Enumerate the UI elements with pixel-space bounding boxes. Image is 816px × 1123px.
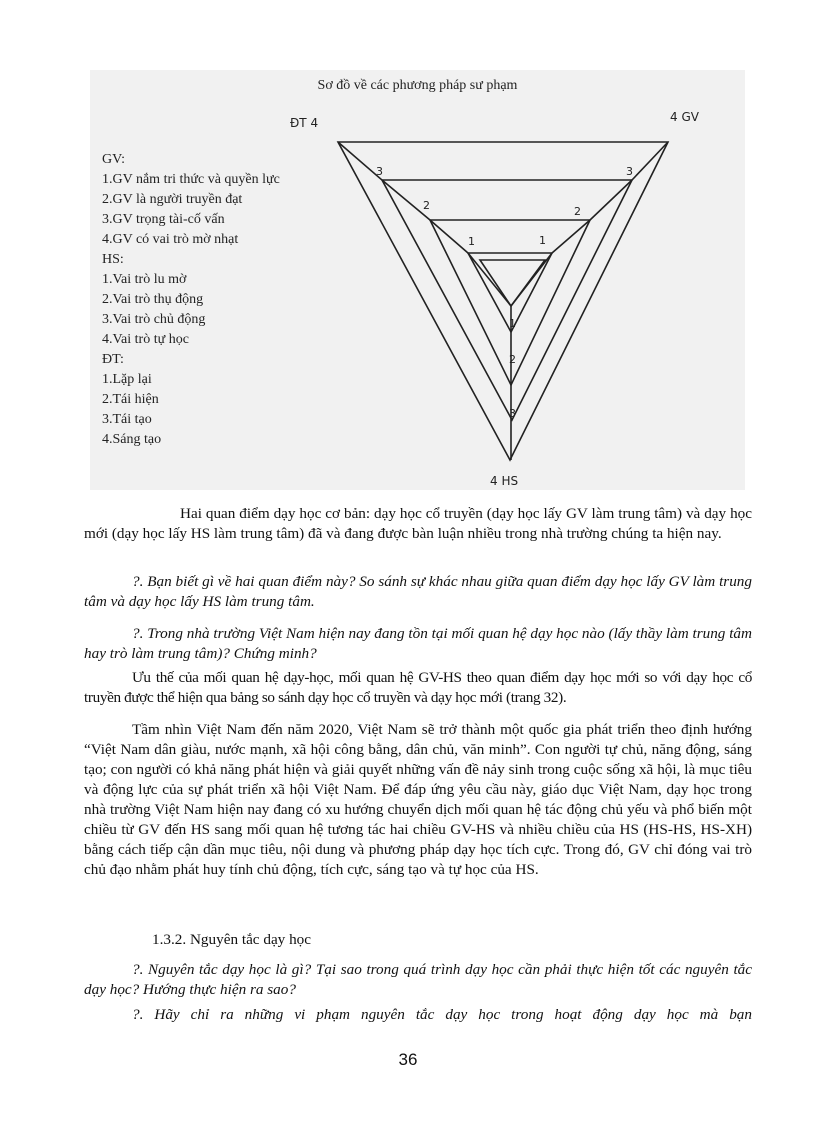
level-label: 2	[423, 199, 430, 212]
connector-line	[468, 253, 511, 306]
legend-line: 1.Lặp lại	[102, 372, 152, 387]
legend-line: 3.GV trọng tài-cố vấn	[102, 212, 225, 227]
question-vietnam-relationship: ?. Trong nhà trường Việt Nam hiện nay đang tồn tại mối quan hệ dạy học nào (lấy thầy làm trung tâm hay trò làm trung tâm)? Chứng minh?	[84, 625, 752, 662]
level-label: 2	[509, 353, 516, 366]
legend-line: HS:	[102, 252, 124, 267]
legend-line: 2.Tái hiện	[102, 392, 159, 407]
legend-line: GV:	[102, 152, 126, 167]
nested-triangles	[90, 70, 745, 490]
legend-line: 2.Vai trò thụ động	[102, 292, 204, 307]
legend-line: 1.GV nắm tri thức và quyền lực	[102, 172, 280, 187]
legend-line: 3.Vai trò chủ động	[102, 312, 206, 327]
connector-line	[511, 253, 552, 306]
level-label: 2	[574, 205, 581, 218]
pedagogy-diagram	[90, 70, 745, 490]
section-heading: 1.3.2. Nguyên tắc dạy học	[152, 931, 312, 948]
inner-triangle	[480, 260, 545, 306]
page-number: 36	[398, 1050, 418, 1069]
legend-line: 4.Sáng tạo	[102, 432, 162, 447]
question-compare-viewpoints: ?. Bạn biết gì về hai quan điểm này? So sánh sự khác nhau giữa quan điểm dạy học lấy GV làm trung tâm và dạy học lấy HS làm trung tâm.	[84, 573, 752, 610]
legend-line: 4.GV có vai trò mờ nhạt	[102, 232, 239, 247]
legend-line: ĐT:	[102, 352, 124, 367]
corner-label-gv: 4 GV	[670, 110, 699, 124]
connector-line	[632, 142, 668, 180]
level-label: 1	[468, 235, 475, 248]
legend-line: 3.Tái tạo	[102, 412, 152, 427]
legend-line: 2.GV là người truyền đạt	[102, 192, 243, 207]
question-violations: ?. Hãy chỉ ra những vi phạm nguyên tắc dạy học trong hoạt động dạy học mà bạn	[132, 1006, 752, 1023]
paragraph-advantages: Ưu thế của mối quan hệ dạy-học, mối quan hệ GV-HS theo quan điểm dạy học mới so với dạy học cổ truyền được thể hiện qua bảng so sánh dạy học cổ truyền và dạy học mới (trang 32).	[84, 669, 752, 706]
connector-line	[590, 180, 632, 220]
paragraph-vision-2020: Tầm nhìn Việt Nam đến năm 2020, Việt Nam sẽ trở thành một quốc gia phát triển theo định hướng “Việt Nam dân giàu, nước mạnh, xã hội công bằng, dân chủ, văn minh”. Con người tự chủ, năng động, sáng tạo; con người có khả năng phát hiện và giải quyết những vấn đề nảy sinh trong cuộc sống xã hội, là mục tiêu và động lực của sự phát triển xã hội Việt Nam. Để đáp ứng yêu cầu này, giáo dục Việt Nam, dạy học trong nhà trường Việt Nam hiện nay đang có xu hướng chuyển dịch mối quan hệ tác động chủ yếu và phổ biến một chiều từ GV đến HS sang mối quan hệ tương tác hai chiều GV-HS và nhiều chiều của HS (HS-HS, HS-XH) bằng cách tiếp cận dần mục tiêu, nội dung và phương pháp dạy học tích cực. Trong đó, GV chỉ đóng vai trò chủ đạo nhằm phát huy tính chủ động, tích cực, sáng tạo và tự học của HS.	[84, 721, 752, 878]
level-label: 1	[509, 317, 516, 330]
level-label: 3	[509, 407, 516, 420]
diagram-title: Sơ đồ về các phương pháp sư phạm	[317, 78, 518, 93]
paragraph-two-viewpoints: Hai quan điểm dạy học cơ bản: dạy học cổ truyền (dạy học lấy GV làm trung tâm) và dạy học mới (dạy học lấy HS làm trung tâm) đã và đang được bàn luận nhiều trong nhà trường chúng ta hiện nay.	[84, 505, 752, 542]
question-principles: ?. Nguyên tắc dạy học là gì? Tại sao trong quá trình dạy học cần phải thực hiện tốt các nguyên tắc dạy học? Hướng thực hiện ra sao?	[84, 961, 752, 998]
legend-line: 1.Vai trò lu mờ	[102, 272, 187, 287]
level-label: 3	[626, 165, 633, 178]
connector-line	[430, 220, 468, 253]
legend-line: 4.Vai trò tự học	[102, 332, 189, 347]
level-label: 1	[539, 234, 546, 247]
connector-line	[552, 220, 590, 253]
level-label: 3	[376, 165, 383, 178]
corner-label-hs: 4 HS	[490, 474, 519, 488]
corner-label-dt: ĐT 4	[290, 116, 319, 130]
